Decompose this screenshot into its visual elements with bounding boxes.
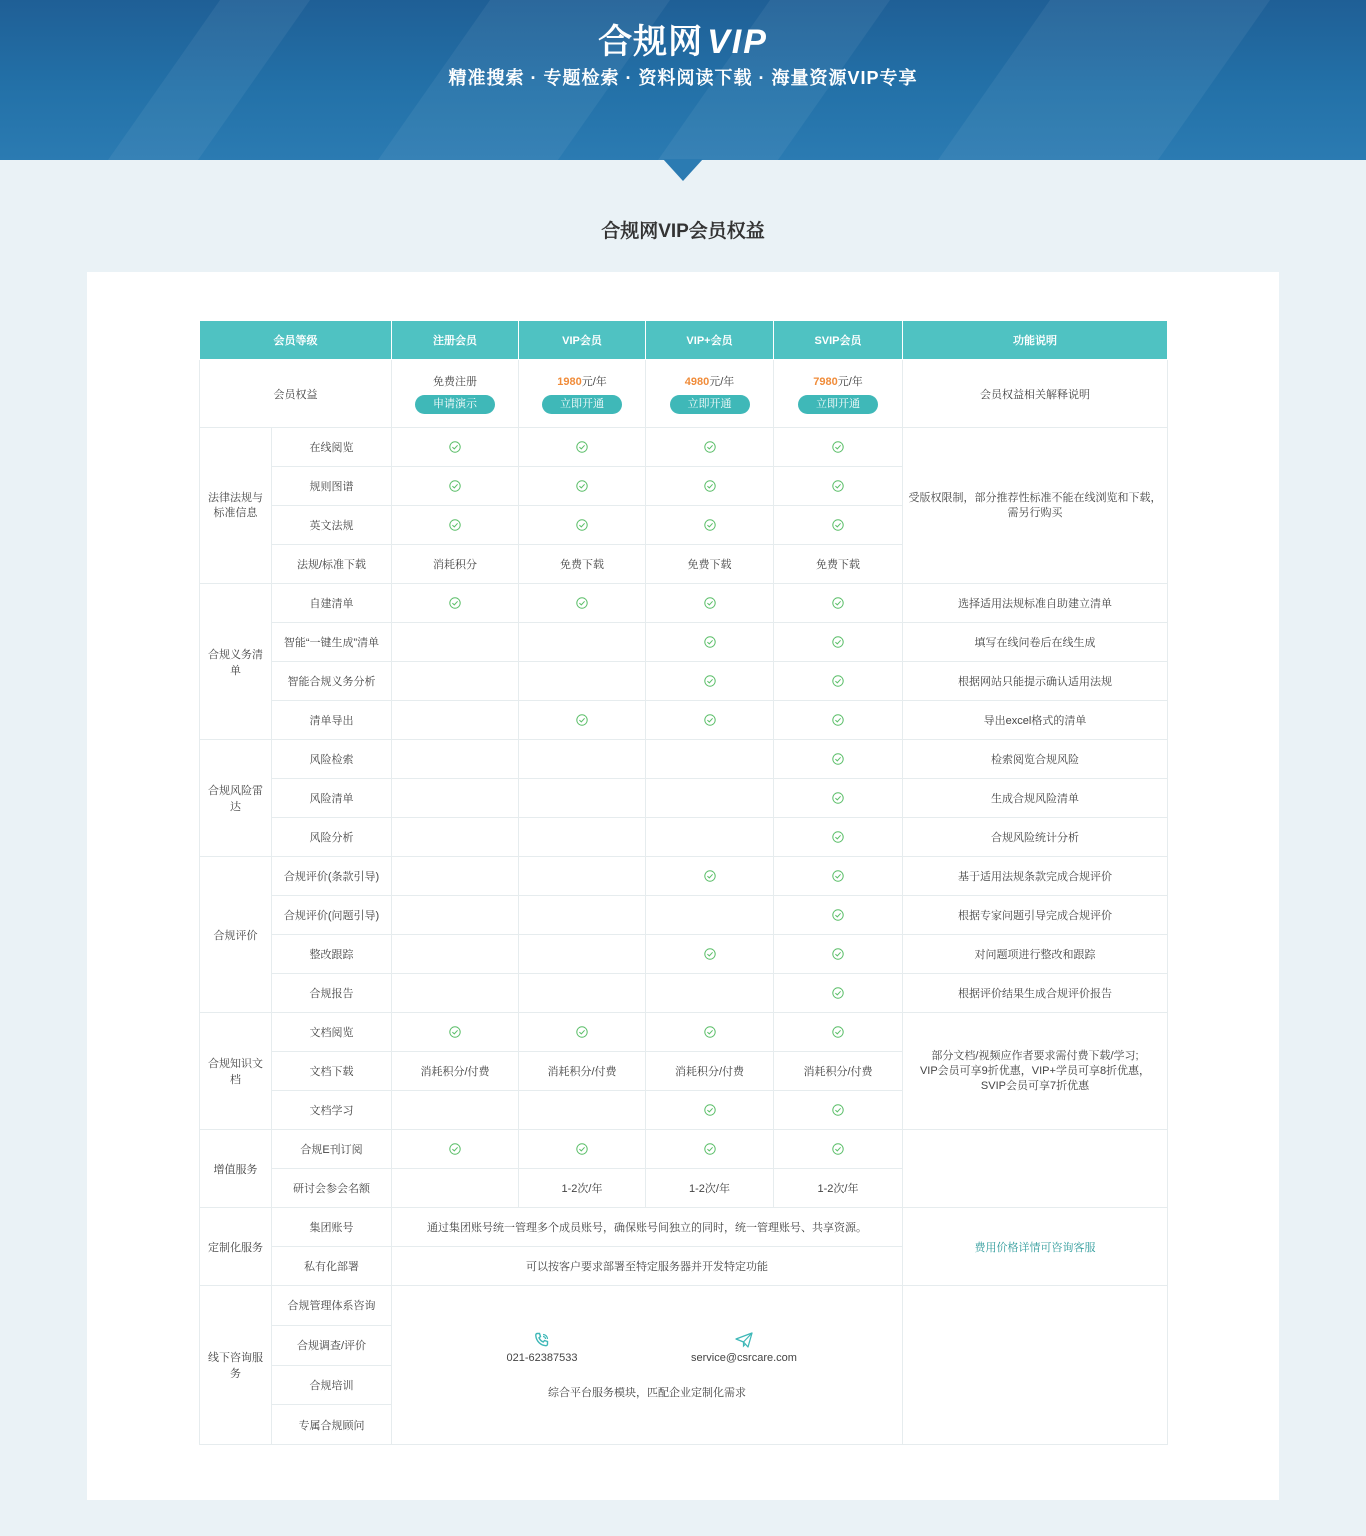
check-icon bbox=[576, 519, 588, 531]
value-cell: 消耗积分/付费 bbox=[774, 1052, 903, 1091]
check-cell bbox=[774, 818, 903, 857]
value-cell: 1-2次/年 bbox=[519, 1169, 646, 1208]
check-cell bbox=[392, 584, 519, 623]
feature-description: 导出excel格式的清单 bbox=[903, 701, 1168, 740]
feature-label: 清单导出 bbox=[272, 701, 392, 740]
table-header-row bbox=[200, 321, 1168, 360]
contact-email[interactable] bbox=[654, 1332, 834, 1364]
benefit-vip bbox=[519, 360, 646, 428]
group-law: 法律法规与标准信息 bbox=[200, 428, 272, 584]
check-icon bbox=[832, 792, 844, 804]
vip-price bbox=[523, 373, 641, 389]
check-cell bbox=[774, 584, 903, 623]
check-cell bbox=[774, 1013, 903, 1052]
feature-label: 文档阅览 bbox=[272, 1013, 392, 1052]
check-cell bbox=[519, 1013, 646, 1052]
empty-cell bbox=[519, 818, 646, 857]
check-icon bbox=[704, 1143, 716, 1155]
empty-cell bbox=[519, 779, 646, 818]
price-consult-text[interactable]: 费用价格详情可咨询客服 bbox=[974, 1241, 1096, 1254]
check-icon bbox=[449, 519, 461, 531]
feature-label: 专属合规顾问 bbox=[272, 1405, 392, 1445]
feature-description: 生成合规风险清单 bbox=[903, 779, 1168, 818]
check-icon bbox=[704, 1104, 716, 1116]
custom-description: 通过集团账号统一管理多个成员账号，确保账号间独立的同时，统一管理账号、共享资源。 bbox=[392, 1208, 903, 1247]
docs-desc-line: SVIP会员可享7折优惠 bbox=[980, 1079, 1090, 1092]
check-cell bbox=[646, 428, 774, 467]
phone-number: 021-62387533 bbox=[506, 1352, 578, 1364]
check-cell bbox=[774, 896, 903, 935]
empty-cell bbox=[646, 974, 774, 1013]
check-cell bbox=[646, 701, 774, 740]
group-offline: 线下咨询服务 bbox=[200, 1286, 272, 1445]
feature-label: 研讨会参会名额 bbox=[272, 1169, 392, 1208]
custom-description: 可以按客户要求部署至特定服务器并开发特定功能 bbox=[392, 1247, 903, 1286]
check-icon bbox=[832, 1104, 844, 1116]
docs-desc-line: 部分文档/视频应作者要求需付费下载/学习; bbox=[931, 1049, 1139, 1062]
offline-note: 综合平台服务模块，匹配企业定制化需求 bbox=[548, 1387, 746, 1399]
value-cell: 1-2次/年 bbox=[774, 1169, 903, 1208]
empty-cell bbox=[392, 662, 519, 701]
check-icon bbox=[832, 987, 844, 999]
table-row bbox=[200, 818, 1168, 857]
empty-cell bbox=[519, 857, 646, 896]
feature-label: 合规调查/评价 bbox=[272, 1325, 392, 1365]
feature-label: 自建清单 bbox=[272, 584, 392, 623]
feature-label: 风险分析 bbox=[272, 818, 392, 857]
check-cell bbox=[646, 662, 774, 701]
check-icon bbox=[704, 597, 716, 609]
value-cell: 免费下载 bbox=[519, 545, 646, 584]
benefits-card bbox=[87, 272, 1279, 1500]
empty-cell bbox=[646, 896, 774, 935]
check-cell bbox=[392, 1013, 519, 1052]
check-icon bbox=[576, 1143, 588, 1155]
check-icon bbox=[704, 675, 716, 687]
check-icon bbox=[704, 519, 716, 531]
feature-label: 合规E刊订阅 bbox=[272, 1130, 392, 1169]
table-row bbox=[200, 623, 1168, 662]
check-cell bbox=[519, 584, 646, 623]
check-cell bbox=[519, 1130, 646, 1169]
header-description: 功能说明 bbox=[903, 321, 1168, 360]
check-icon bbox=[832, 675, 844, 687]
table-row bbox=[200, 1208, 1168, 1247]
feature-label: 法规/标准下载 bbox=[272, 545, 392, 584]
group-risk: 合规风险雷达 bbox=[200, 740, 272, 857]
check-cell bbox=[519, 701, 646, 740]
check-cell bbox=[392, 1130, 519, 1169]
check-icon bbox=[449, 1143, 461, 1155]
table-row bbox=[200, 1013, 1168, 1052]
empty-cell bbox=[392, 974, 519, 1013]
empty-description bbox=[903, 1286, 1168, 1445]
empty-cell bbox=[392, 935, 519, 974]
check-cell bbox=[774, 467, 903, 506]
benefit-label: 会员权益 bbox=[200, 360, 392, 428]
table-row bbox=[200, 428, 1168, 467]
empty-cell bbox=[646, 818, 774, 857]
check-icon bbox=[704, 948, 716, 960]
feature-label: 整改跟踪 bbox=[272, 935, 392, 974]
check-icon bbox=[704, 1026, 716, 1038]
check-cell bbox=[392, 467, 519, 506]
contact-cell bbox=[392, 1286, 903, 1445]
header-vipplus: VIP+会员 bbox=[646, 321, 774, 360]
price-unit: 元/年 bbox=[709, 376, 735, 388]
hero-title bbox=[0, 14, 1366, 63]
email-address: service@csrcare.com bbox=[691, 1352, 797, 1364]
feature-description: 选择适用法规标准自助建立清单 bbox=[903, 584, 1168, 623]
value-cell: 消耗积分/付费 bbox=[519, 1052, 646, 1091]
feature-label: 合规评价(条款引导) bbox=[272, 857, 392, 896]
feature-description: 检索阅览合规风险 bbox=[903, 740, 1168, 779]
check-cell bbox=[646, 506, 774, 545]
check-cell bbox=[646, 1130, 774, 1169]
feature-label: 合规报告 bbox=[272, 974, 392, 1013]
check-icon bbox=[832, 1026, 844, 1038]
price-unit: 元/年 bbox=[581, 376, 607, 388]
feature-label: 英文法规 bbox=[272, 506, 392, 545]
check-cell bbox=[392, 428, 519, 467]
benefit-vipplus bbox=[646, 360, 774, 428]
hero-title-text: 合规网 bbox=[598, 23, 704, 61]
empty-cell bbox=[519, 896, 646, 935]
feature-label: 文档学习 bbox=[272, 1091, 392, 1130]
empty-cell bbox=[392, 701, 519, 740]
feature-label: 规则图谱 bbox=[272, 467, 392, 506]
empty-cell bbox=[392, 740, 519, 779]
header-level: 会员等级 bbox=[200, 321, 392, 360]
table-row bbox=[200, 662, 1168, 701]
check-cell bbox=[519, 506, 646, 545]
check-icon bbox=[832, 753, 844, 765]
check-icon bbox=[832, 519, 844, 531]
vipplus-open-button[interactable]: 立即开通 bbox=[670, 395, 750, 414]
check-icon bbox=[449, 441, 461, 453]
table-row bbox=[200, 974, 1168, 1013]
table-row bbox=[200, 584, 1168, 623]
check-cell bbox=[774, 740, 903, 779]
empty-cell bbox=[392, 1091, 519, 1130]
feature-label: 风险清单 bbox=[272, 779, 392, 818]
law-description: 受版权限制，部分推荐性标准不能在线浏览和下载，需另行购买 bbox=[903, 428, 1168, 584]
feature-description: 基于适用法规条款完成合规评价 bbox=[903, 857, 1168, 896]
feature-description: 根据评价结果生成合规评价报告 bbox=[903, 974, 1168, 1013]
feature-label: 合规评价(问题引导) bbox=[272, 896, 392, 935]
check-icon bbox=[832, 870, 844, 882]
contact-phone[interactable] bbox=[452, 1332, 632, 1364]
feature-label: 集团账号 bbox=[272, 1208, 392, 1247]
check-icon bbox=[449, 1026, 461, 1038]
check-icon bbox=[832, 948, 844, 960]
check-icon bbox=[704, 441, 716, 453]
check-icon bbox=[449, 480, 461, 492]
value-cell: 1-2次/年 bbox=[646, 1169, 774, 1208]
feature-description: 合规风险统计分析 bbox=[903, 818, 1168, 857]
benefit-svip bbox=[774, 360, 903, 428]
check-icon bbox=[576, 1026, 588, 1038]
section-title: 合规网VIP会员权益 bbox=[601, 221, 765, 242]
vipplus-price bbox=[650, 373, 769, 389]
check-icon bbox=[832, 909, 844, 921]
check-cell bbox=[519, 467, 646, 506]
empty-cell bbox=[519, 740, 646, 779]
value-cell: 消耗积分/付费 bbox=[646, 1052, 774, 1091]
benefit-row bbox=[200, 360, 1168, 428]
table-row bbox=[200, 740, 1168, 779]
check-cell bbox=[646, 584, 774, 623]
docs-desc-line: VIP会员可享9折优惠，VIP+学员可享8折优惠， bbox=[919, 1064, 1151, 1077]
price-unit: 元/年 bbox=[837, 376, 863, 388]
check-cell bbox=[646, 1013, 774, 1052]
check-icon bbox=[832, 480, 844, 492]
benefit-description: 会员权益相关解释说明 bbox=[903, 360, 1168, 428]
table-row bbox=[200, 896, 1168, 935]
feature-description: 根据专家问题引导完成合规评价 bbox=[903, 896, 1168, 935]
feature-label: 智能“一键生成”清单 bbox=[272, 623, 392, 662]
check-cell bbox=[774, 701, 903, 740]
table-row bbox=[200, 857, 1168, 896]
check-icon bbox=[449, 597, 461, 609]
feature-label: 合规培训 bbox=[272, 1365, 392, 1405]
empty-cell bbox=[646, 740, 774, 779]
empty-cell bbox=[392, 857, 519, 896]
feature-label: 智能合规义务分析 bbox=[272, 662, 392, 701]
check-cell bbox=[774, 779, 903, 818]
check-cell bbox=[774, 1091, 903, 1130]
empty-cell bbox=[519, 623, 646, 662]
empty-cell bbox=[392, 896, 519, 935]
hero-banner bbox=[0, 0, 1366, 160]
feature-description: 根据网站只能提示确认适用法规 bbox=[903, 662, 1168, 701]
check-icon bbox=[576, 597, 588, 609]
check-cell bbox=[646, 935, 774, 974]
benefit-registered bbox=[392, 360, 519, 428]
check-icon bbox=[704, 714, 716, 726]
phone-icon bbox=[534, 1332, 550, 1348]
request-demo-button[interactable]: 申请演示 bbox=[415, 395, 495, 414]
feature-label: 私有化部署 bbox=[272, 1247, 392, 1286]
table-row bbox=[200, 701, 1168, 740]
contact-block bbox=[392, 1286, 902, 1444]
value-cell: 消耗积分/付费 bbox=[392, 1052, 519, 1091]
value-cell: 免费下载 bbox=[646, 545, 774, 584]
check-cell bbox=[774, 857, 903, 896]
vip-price-value: 1980 bbox=[557, 376, 582, 388]
svip-price-value: 7980 bbox=[813, 376, 838, 388]
check-cell bbox=[774, 935, 903, 974]
group-docs: 合规知识文档 bbox=[200, 1013, 272, 1130]
svip-price bbox=[778, 373, 898, 389]
check-cell bbox=[774, 623, 903, 662]
check-cell bbox=[646, 467, 774, 506]
group-eval: 合规评价 bbox=[200, 857, 272, 1013]
empty-cell bbox=[392, 818, 519, 857]
check-cell bbox=[774, 1130, 903, 1169]
check-icon bbox=[832, 714, 844, 726]
header-vip: VIP会员 bbox=[519, 321, 646, 360]
check-cell bbox=[646, 623, 774, 662]
check-icon bbox=[576, 714, 588, 726]
value-cell: 免费下载 bbox=[774, 545, 903, 584]
hero-title-vip: VIP bbox=[707, 23, 768, 61]
group-custom: 定制化服务 bbox=[200, 1208, 272, 1286]
group-obligation: 合规义务清单 bbox=[200, 584, 272, 740]
check-icon bbox=[832, 636, 844, 648]
empty-cell bbox=[519, 1091, 646, 1130]
header-svip: SVIP会员 bbox=[774, 321, 903, 360]
benefits-table bbox=[199, 320, 1168, 1445]
docs-description bbox=[903, 1013, 1168, 1130]
empty-cell bbox=[392, 779, 519, 818]
empty-cell bbox=[646, 779, 774, 818]
check-icon bbox=[704, 870, 716, 882]
empty-cell bbox=[519, 935, 646, 974]
feature-label: 风险检索 bbox=[272, 740, 392, 779]
empty-cell bbox=[519, 974, 646, 1013]
feature-label: 在线阅览 bbox=[272, 428, 392, 467]
paper-plane-icon bbox=[735, 1332, 753, 1348]
check-cell bbox=[774, 662, 903, 701]
check-icon bbox=[832, 1143, 844, 1155]
check-icon bbox=[832, 597, 844, 609]
check-cell bbox=[392, 506, 519, 545]
check-icon bbox=[832, 831, 844, 843]
header-registered: 注册会员 bbox=[392, 321, 519, 360]
check-cell bbox=[774, 974, 903, 1013]
empty-cell bbox=[392, 1169, 519, 1208]
hero-subtitle: 精准搜索 · 专题检索 · 资料阅读下载 · 海量资源VIP专享 bbox=[448, 68, 918, 88]
check-cell bbox=[646, 1091, 774, 1130]
check-icon bbox=[704, 636, 716, 648]
free-register-text: 免费注册 bbox=[433, 376, 477, 388]
table-row bbox=[200, 935, 1168, 974]
check-cell bbox=[774, 506, 903, 545]
check-icon bbox=[832, 441, 844, 453]
check-icon bbox=[704, 480, 716, 492]
hero-notch bbox=[663, 159, 703, 181]
group-value: 增值服务 bbox=[200, 1130, 272, 1208]
table-row bbox=[200, 1130, 1168, 1169]
empty-cell bbox=[519, 662, 646, 701]
empty-description bbox=[903, 1130, 1168, 1208]
vipplus-price-value: 4980 bbox=[684, 376, 710, 388]
svip-open-button[interactable]: 立即开通 bbox=[798, 395, 878, 414]
vip-open-button[interactable]: 立即开通 bbox=[542, 395, 622, 414]
check-cell bbox=[774, 428, 903, 467]
check-cell bbox=[519, 428, 646, 467]
check-cell bbox=[646, 857, 774, 896]
check-icon bbox=[576, 480, 588, 492]
feature-description: 填写在线问卷后在线生成 bbox=[903, 623, 1168, 662]
feature-label: 文档下载 bbox=[272, 1052, 392, 1091]
feature-description: 对问题项进行整改和跟踪 bbox=[903, 935, 1168, 974]
empty-cell bbox=[392, 623, 519, 662]
check-icon bbox=[576, 441, 588, 453]
value-cell: 消耗积分 bbox=[392, 545, 519, 584]
table-row bbox=[200, 1286, 1168, 1326]
feature-label: 合规管理体系咨询 bbox=[272, 1286, 392, 1326]
table-row bbox=[200, 779, 1168, 818]
price-consult-link[interactable] bbox=[903, 1208, 1168, 1286]
